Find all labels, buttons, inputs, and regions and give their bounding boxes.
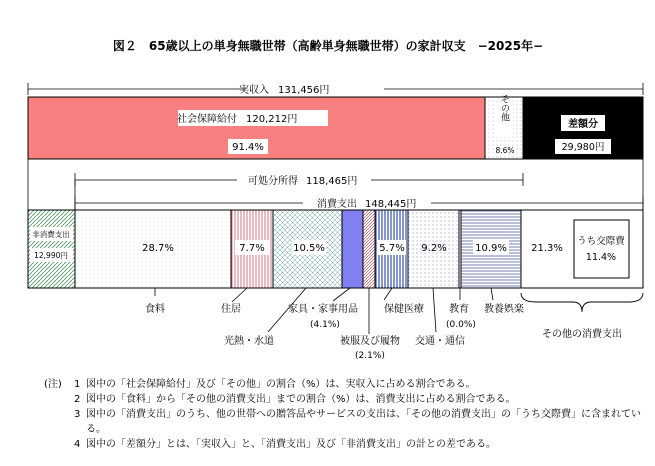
- note-text: 図中の「社会保障給付」及び「その他」の割合（%）は、実収入に占める割合である。: [86, 379, 476, 390]
- social-security-label: 社会保障給付: [177, 114, 237, 125]
- other-consumption-brace: [521, 293, 643, 312]
- label-utilities: 光熱・水道: [224, 336, 274, 347]
- food-share: 28.7%: [142, 243, 174, 254]
- clothing-share: (2.1%): [355, 351, 385, 361]
- note-number: 2: [74, 394, 81, 405]
- label-housing: 住居: [221, 304, 241, 315]
- medical-share: 5.7%: [379, 243, 405, 254]
- non-consumption-label: 非消費支出: [32, 230, 70, 239]
- note-row-2: [44, 392, 648, 407]
- social-expense-box: [574, 220, 629, 278]
- disposable-value: 118,465円: [306, 176, 358, 187]
- label-furniture: 家具・家事用品: [288, 304, 358, 315]
- social-expense-share: 11.4%: [585, 252, 617, 263]
- other-income-share: 8.6%: [495, 146, 515, 155]
- social-expense-label: うち交際費: [577, 236, 625, 247]
- note-number: 4: [74, 439, 81, 450]
- note-row-1: [44, 377, 648, 392]
- furniture-share: (4.1%): [310, 320, 340, 330]
- label-other-consumption: その他の消費支出: [542, 329, 622, 340]
- difference-label: 差額分: [568, 119, 598, 130]
- other-consumption-share: 21.3%: [531, 243, 563, 254]
- note-row-4: [44, 437, 648, 452]
- recreation-share: 10.9%: [475, 243, 507, 254]
- note-text: 図中の「差額分」とは、「実収入」と、「消費支出」及び「非消費支出」の計との差である。: [86, 439, 496, 450]
- note-text: 図中の「消費支出」のうち、他の世帯への贈答品やサービスの支出は、「その他の消費支出」の「うち交際費」に含まれている。: [86, 409, 641, 435]
- notes: [44, 377, 648, 452]
- chart-title: 図２ 65歳以上の単身無職世帯（高齢単身無職世帯）の家計収支 −2025年−: [112, 39, 544, 53]
- disposable-label: 可処分所得: [248, 176, 298, 187]
- note-row-3: [44, 407, 648, 437]
- education-share: (0.0%): [446, 320, 476, 330]
- note-number: 3: [74, 409, 81, 420]
- non-consumption-value: 12,990円: [34, 251, 68, 260]
- consumption-value: 148,445円: [365, 199, 417, 210]
- label-transport: 交通・通信: [415, 336, 465, 347]
- label-food: 食料: [145, 304, 165, 315]
- social-security-share: 91.4%: [232, 142, 264, 153]
- social-security-value: 120,212円: [246, 114, 298, 125]
- label-recreation: 教養娯楽: [484, 304, 524, 315]
- housing-share: 7.7%: [239, 243, 265, 254]
- segment-furniture: [342, 210, 363, 288]
- label-education: 教育: [449, 304, 469, 315]
- transport-share: 9.2%: [421, 243, 447, 254]
- label-medical: 保健医療: [384, 304, 424, 315]
- segment-clothing: [363, 210, 375, 288]
- difference-value: 29,980円: [561, 142, 605, 153]
- label-clothing: 被服及び履物: [340, 336, 400, 347]
- consumption-label: 消費支出: [317, 199, 357, 210]
- notes-tag: (注): [44, 379, 62, 390]
- utilities-furniture-share: 10.5%: [293, 243, 325, 254]
- income-total-value: 131,456円: [278, 85, 330, 96]
- income-total-label: 実収入: [239, 85, 269, 96]
- other-income-label: その他: [499, 94, 509, 122]
- note-number: 1: [74, 379, 81, 390]
- note-text: 図中の「食料」から「その他の消費支出」までの割合（%）は、消費支出に占める割合である。: [86, 394, 516, 405]
